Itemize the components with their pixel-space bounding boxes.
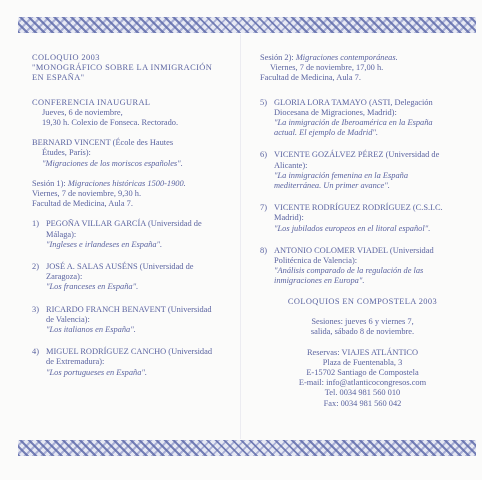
item-speaker: VICENTE RODRÍGUEZ RODRÍGUEZ (C.S.I.C. bbox=[274, 203, 443, 213]
right-column bbox=[260, 53, 465, 299]
item-talk-cont: inmigraciones en Europa". bbox=[274, 276, 365, 286]
item-number: 5) bbox=[260, 97, 267, 107]
item-talk: "Ingleses e irlandeses en España". bbox=[46, 239, 163, 249]
reservas-line bbox=[260, 348, 465, 358]
session-2-header bbox=[260, 53, 465, 84]
item-speaker: MIGUEL RODRÍGUEZ CANCHO (Universidad bbox=[46, 347, 213, 357]
sessions-line bbox=[260, 317, 465, 327]
address-line-2: E-15702 Santiago de Compostela bbox=[306, 368, 419, 378]
speaker-item bbox=[260, 246, 465, 287]
speaker-talk: "Migraciones de los moriscos españoles". bbox=[42, 158, 183, 168]
telephone-line: Tel. 0034 981 560 010 bbox=[324, 388, 401, 398]
speaker-item bbox=[32, 305, 237, 336]
session-1-header bbox=[32, 179, 237, 210]
item-number: 6) bbox=[260, 150, 267, 160]
address-line-1: Plaza de Fuentenabla, 3 bbox=[322, 357, 403, 367]
speaker-name: BERNARD VINCENT (École des Hautes bbox=[32, 138, 174, 148]
item-institution: Zaragoza): bbox=[46, 272, 83, 282]
item-speaker: GLORIA LORA TAMAYO (ASTI, Delegación bbox=[274, 97, 433, 107]
email-line: E-mail: info@atlanticocongresos.com bbox=[298, 378, 427, 388]
item-number: 4) bbox=[32, 347, 39, 357]
item-institution: Madrid): bbox=[274, 213, 304, 223]
speaker-item bbox=[32, 262, 237, 293]
page-fold-line bbox=[240, 34, 241, 439]
item-institution: Alicante): bbox=[274, 160, 308, 170]
speaker-item bbox=[260, 98, 465, 139]
item-talk: "La inmigración femenina en la España bbox=[274, 170, 409, 180]
reservas-label: Reservas: bbox=[306, 347, 340, 357]
top-decorative-band bbox=[18, 17, 476, 33]
item-number: 2) bbox=[32, 262, 39, 272]
sessions-label: Sesiones: bbox=[311, 317, 343, 327]
sessions-dates: jueves 6 y viernes 7, bbox=[342, 317, 414, 327]
item-speaker: RICARDO FRANCH BENAVENT (Universidad bbox=[46, 304, 212, 314]
left-column bbox=[32, 53, 237, 390]
item-institution: de Extremadura): bbox=[46, 357, 105, 367]
title-line-3: EN ESPAÑA" bbox=[32, 73, 85, 83]
item-talk: "Análisis comparado de la regulación de las bbox=[274, 266, 424, 276]
session-2-theme: Migraciones contemporáneas. bbox=[295, 53, 398, 62]
item-talk-cont: mediterránea. Un primer avance". bbox=[274, 181, 390, 191]
session-1-date: Viernes, 7 de noviembre, 9,30 h. bbox=[32, 189, 142, 199]
inaugural-speaker bbox=[32, 138, 237, 169]
session-2-label: Sesión 2): bbox=[260, 53, 296, 62]
item-talk-cont: actual. El ejemplo de Madrid". bbox=[274, 128, 378, 138]
item-institution: Diocesana de Migraciones, Madrid): bbox=[274, 107, 397, 117]
item-number: 7) bbox=[260, 203, 267, 213]
item-institution: Politécnica de Valencia): bbox=[274, 256, 358, 266]
session-2-date: Viernes, 7 de noviembre, 17,00 h. bbox=[270, 63, 384, 73]
title-line-1: COLOQUIO 2003 bbox=[32, 53, 100, 62]
session-1-label: Sesión 1): bbox=[32, 178, 68, 188]
inaugural-conference bbox=[32, 98, 237, 129]
item-institution: Málaga): bbox=[46, 229, 77, 239]
speaker-item bbox=[32, 219, 237, 250]
item-talk: "Los italianos en España". bbox=[46, 325, 136, 335]
session-1-place: Facultad de Medicina, Aula 7. bbox=[32, 199, 133, 209]
item-talk: "La inmigración de Iberoamérica en la España bbox=[274, 118, 433, 128]
session-2-place: Facultad de Medicina, Aula 7. bbox=[260, 73, 361, 83]
item-speaker: JOSÉ A. SALAS AUSÉNS (Universidad de bbox=[46, 262, 194, 272]
speaker-item bbox=[32, 347, 237, 378]
session-1-theme: Migraciones históricas 1500-1900. bbox=[67, 178, 186, 188]
item-number: 8) bbox=[260, 245, 267, 255]
conference-date: Jueves, 6 de noviembre, bbox=[42, 107, 123, 117]
speaker-item bbox=[260, 203, 465, 234]
item-talk: "Los franceses en España". bbox=[46, 282, 139, 292]
conference-place: 19,30 h. Colexio de Fonseca. Rectorado. bbox=[42, 118, 179, 128]
item-number: 3) bbox=[32, 304, 39, 314]
item-speaker: PEGOÑA VILLAR GARCÍA (Universidad de bbox=[46, 219, 202, 229]
title-line-2: "MONOGRÁFICO SOBRE LA INMIGRACIÓN bbox=[32, 63, 213, 73]
footer-title: COLOQUIOS EN COMPOSTELA 2003 bbox=[287, 297, 438, 306]
reservas-agency: VIAJES ATLÁNTICO bbox=[339, 347, 419, 357]
item-number: 1) bbox=[32, 219, 39, 229]
item-speaker: VICENTE GOZÁLVEZ PÉREZ (Universidad de bbox=[274, 150, 440, 160]
speaker-institution: Études, París): bbox=[42, 148, 91, 158]
conference-title: CONFERENCIA INAUGURAL bbox=[32, 97, 151, 107]
speaker-item bbox=[260, 150, 465, 191]
item-speaker: ANTONIO COLOMER VIADEL (Universidad bbox=[274, 245, 434, 255]
item-talk: "Los portugueses en España". bbox=[46, 367, 148, 377]
item-talk: "Los jubilados europeos en el litoral español". bbox=[274, 223, 431, 233]
sessions-departure: salida, sábado 8 de noviembre. bbox=[310, 327, 415, 337]
item-institution: de Valencia): bbox=[46, 314, 90, 324]
event-title bbox=[32, 53, 237, 84]
bottom-decorative-band bbox=[18, 440, 476, 456]
footer-info bbox=[260, 297, 465, 409]
fax-line: Fax: 0034 981 560 042 bbox=[323, 398, 402, 408]
